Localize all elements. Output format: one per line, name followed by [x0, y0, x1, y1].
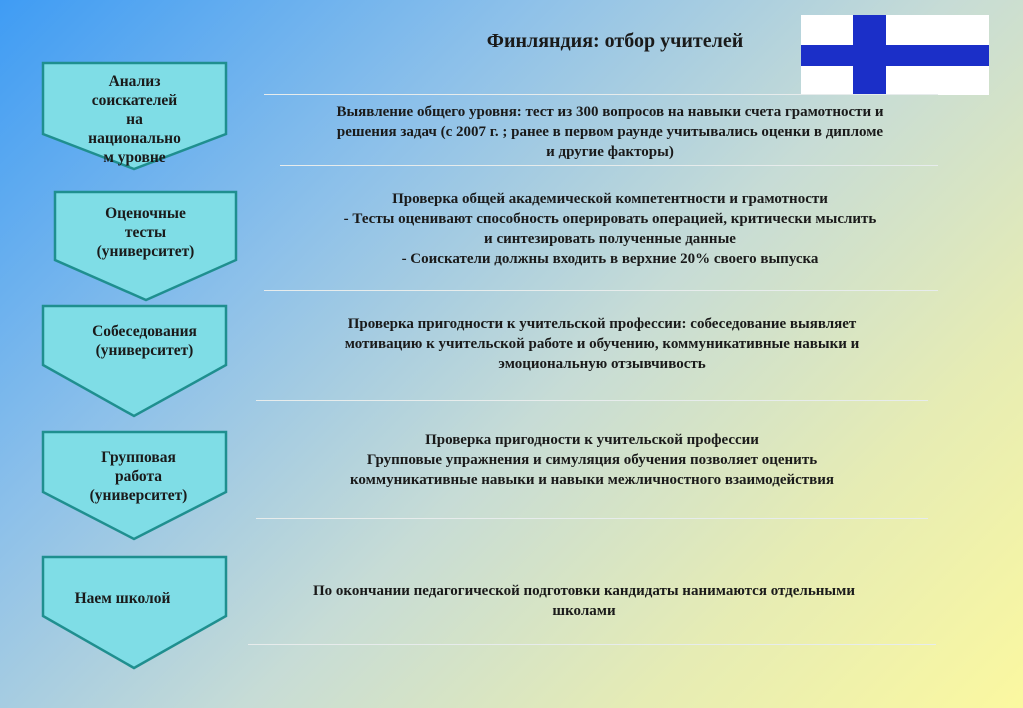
chevron-step-1: [42, 62, 227, 170]
description-line: Проверка пригодности к учительской профессии: собеседование выявляет: [347, 316, 857, 332]
divider: [264, 290, 938, 291]
step-description-5: [244, 581, 924, 621]
step-description-4: [262, 430, 922, 490]
chevron-shape: [42, 556, 227, 669]
description-line: Выявление общего уровня: тест из 300 вопросов на навыки счета грамотности и: [336, 104, 884, 120]
step-label-line: работа: [114, 468, 162, 485]
description-line: коммуникативные навыки и навыки межличностного взаимодействия: [349, 472, 835, 488]
step-label-line: на: [126, 111, 143, 128]
description-line: решения задач (с 2007 г. ; ранее в первом раунде учитывались оценки в дипломе: [336, 124, 884, 140]
description-line: и синтезировать полученные данные: [484, 231, 736, 247]
step-label-line: Собеседования: [92, 323, 197, 340]
step-description-2: [272, 189, 948, 269]
description-line: - Соискатели должны входить в верхние 20% своего выпуска: [401, 251, 819, 267]
step-label-line: Групповая: [101, 449, 176, 466]
step-label-line: (университет): [96, 243, 195, 260]
step-description-1: [262, 102, 958, 162]
description-line: - Тесты оценивают способность оперировать операцией, критически мыслить: [343, 211, 877, 227]
chevron-step-2: [54, 191, 237, 301]
divider: [280, 165, 938, 166]
step-label-line: м уровне: [103, 149, 166, 166]
step-description-3: [262, 314, 942, 374]
description-line: Групповые упражнения и симуляция обучения позволяет оценить: [366, 452, 818, 468]
description-line: Проверка общей академической компетентности и грамотности: [392, 191, 828, 207]
page-title: Финляндия: отбор учителей: [486, 30, 744, 52]
divider: [256, 518, 928, 519]
description-line: Проверка пригодности к учительской профессии: [425, 432, 759, 448]
step-label: [46, 448, 231, 505]
chevron-step-3: [42, 305, 227, 417]
step-label-line: Наем школой: [74, 590, 171, 607]
finland-flag: [801, 15, 989, 95]
description-line: эмоциональную отзывчивость: [498, 356, 706, 372]
step-label: [54, 204, 237, 261]
divider: [256, 400, 928, 401]
step-label-line: (университет): [95, 342, 194, 359]
step-label-line: тесты: [124, 224, 167, 241]
step-label-line: соискателей: [91, 92, 178, 109]
chevron-step-5: [42, 556, 227, 669]
description-line: и другие факторы): [546, 144, 674, 160]
description-line: мотивацию к учительской работе и обучению, коммуникативные навыки и: [344, 336, 860, 352]
divider: [264, 94, 938, 95]
step-label-line: (университет): [89, 487, 188, 504]
flag-cross-vertical: [853, 15, 886, 95]
divider: [248, 644, 936, 645]
flag-cross-horizontal: [801, 45, 989, 66]
description-line: По окончании педагогической подготовки кандидаты нанимаются отдельными: [313, 583, 855, 599]
step-label-line: Анализ: [108, 73, 161, 90]
step-label-line: национально: [88, 130, 181, 147]
chevron-step-4: [42, 431, 227, 540]
step-label-line: Оценочные: [105, 205, 186, 222]
step-label: [52, 322, 237, 360]
step-label: [30, 589, 215, 608]
step-label: [42, 72, 227, 167]
description-line: школами: [552, 603, 616, 619]
